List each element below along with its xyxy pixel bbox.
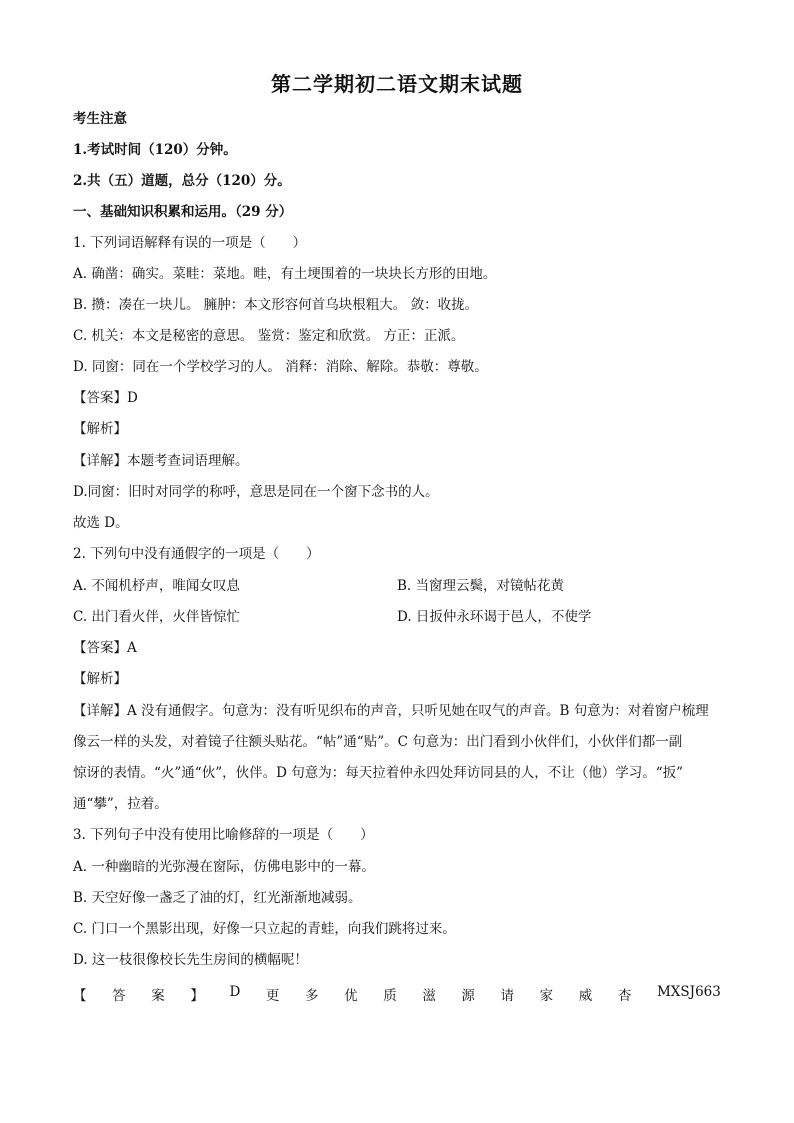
question-1-option-c: C. 机关：本文是秘密的意思。 鉴赏：鉴定和欣赏。 方正：正派。 (73, 328, 465, 344)
question-2-option-d: D. 日扳仲永环谒于邑人，不使学 (397, 609, 592, 625)
question-1-option-b: B. 攒：凑在一块儿。 臃肿：本文形容何首乌块根粗大。 敛：收拢。 (73, 297, 479, 313)
question-1-answer: 【答案】D (73, 390, 138, 406)
notice-item-1: 1.考试时间（120）分钟。 (73, 142, 237, 158)
footer-part: 案 (151, 988, 165, 1004)
question-1-analysis: 【解析】 (73, 421, 127, 437)
question-2-analysis: 【解析】 (73, 671, 127, 687)
section-heading: 一、基础知识积累和运用。（29 分） (73, 204, 293, 220)
question-2-detail-line-3: 惊讶的表情。“火”通“伙”，伙伴。D 句意为：每天拉着仲永四处拜访同县的人，不让（他）学习。“扳” (73, 765, 684, 781)
question-1-option-a: A. 确凿：确实。菜畦：菜地。畦，有土埂围着的一块块长方形的田地。 (73, 266, 497, 282)
footer-part: 优 (344, 988, 358, 1004)
question-2-detail-line-4: 通“攀”，拉着。 (73, 796, 168, 812)
question-1-stem: 1. 下列词语解释有误的一项是（ ） (73, 235, 307, 251)
footer-part: 滋 (422, 988, 436, 1004)
question-3-option-b: B. 天空好像一盏乏了油的灯，红光渐渐地减弱。 (73, 890, 362, 906)
question-2-answer: 【答案】A (73, 640, 137, 656)
question-3-option-c: C. 门口一个黑影出现，好像一只立起的青蛙，向我们跳将过来。 (73, 921, 456, 937)
footer-part: 答 (112, 988, 126, 1004)
footer-part: 家 (539, 988, 554, 1004)
question-1-explanation: D.同窗：旧时对同学的称呼，意思是同在一个窗下念书的人。 (73, 484, 439, 500)
question-2-detail-line-1: 【详解】A 没有通假字。句意为：没有听见织布的声音，只听见她在叹气的声音。B 句意为：对着窗户梳理 (73, 703, 709, 719)
question-2-option-b: B. 当窗理云鬓，对镜帖花黄 (397, 578, 565, 594)
footer-part: D (229, 984, 241, 1000)
footer-part: MXSJ663 (656, 984, 721, 1000)
notice-heading: 考生注意 (73, 111, 127, 127)
notice-item-2: 2.共（五）道题，总分（120）分。 (73, 173, 291, 189)
question-3-option-d: D. 这一枝很像校长先生房间的横幅呢！ (73, 952, 308, 968)
footer-part: 质 (383, 988, 397, 1004)
question-3-option-a: A. 一种幽暗的光弥漫在窗际，仿佛电影中的一幕。 (73, 859, 375, 875)
question-1-conclusion: 故选 D。 (73, 515, 129, 531)
footer-part: 更 (265, 988, 280, 1004)
footer-part: 威 (578, 988, 593, 1004)
question-2-stem: 2. 下列句中没有通假字的一项是（ ） (73, 546, 320, 562)
footer-part: 杏 (617, 988, 632, 1004)
footer-part: 源 (461, 988, 475, 1004)
question-2-option-c: C. 出门看火伴，火伴皆惊忙 (73, 609, 240, 625)
question-3-stem: 3. 下列句子中没有使用比喻修辞的一项是（ ） (73, 827, 374, 843)
document-title: 第二学期初二语文期末试题 (271, 72, 523, 96)
footer-part: 请 (500, 988, 515, 1004)
question-1-detail: 【详解】本题考查词语理解。 (73, 453, 249, 469)
question-1-option-d: D. 同窗：同在一个学校学习的人。 消释：消除、解除。恭敬：尊敬。 (73, 359, 488, 375)
footer-part: 】 (190, 988, 204, 1004)
answer-footer-line (73, 984, 721, 1004)
question-2-option-a: A. 不闻机杼声，唯闻女叹息 (73, 578, 240, 594)
question-2-detail-line-2: 像云一样的头发，对着镜子往额头贴花。“帖”通“贴”。C 句意为：出门看到小伙伴们，小伙伴们都一副 (73, 734, 683, 750)
footer-part: 【 (73, 988, 87, 1004)
footer-part: 多 (304, 988, 319, 1004)
